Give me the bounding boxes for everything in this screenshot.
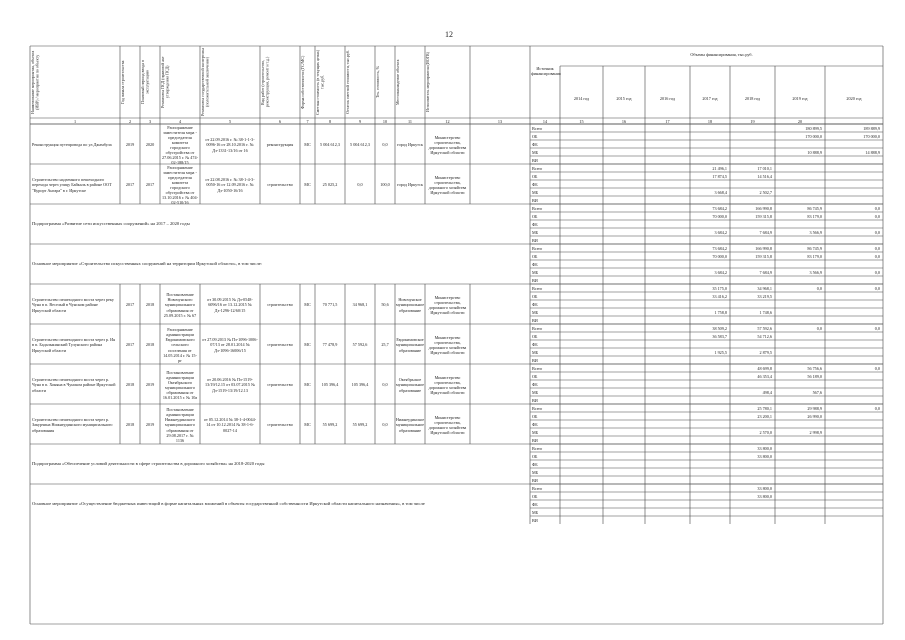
object-row-field: Министерство строительства, дорожного хозяйства Иркутской области [428, 174, 467, 196]
object-row-value: 0,0 [874, 325, 880, 331]
object-row-field: строительство [267, 342, 293, 348]
object-row-field: 77 478,9 [322, 342, 338, 348]
header-col-number: 14 [542, 119, 548, 124]
object-row-field: Министерство строительства, дорожного хозяйства Иркутской области [428, 334, 467, 356]
object-row-field: МС [304, 142, 311, 148]
object-row-field: 2017 [125, 182, 135, 188]
object-row-field: Строительство пешеходного моста через р. Чуна в п. Хоняна в Чунском районе Иркутской области [32, 377, 116, 393]
main-activity-value: 0,0 [874, 253, 880, 259]
object-row-value: 56 189,0 [807, 373, 822, 379]
budget-label: ОБ [532, 373, 538, 379]
main-activity-value: 83 179,0 [807, 253, 822, 259]
header-cell: Год начала строительства [120, 60, 125, 104]
budget-label: ФБ [532, 381, 538, 387]
object-row-value: 23 200,1 [757, 413, 772, 419]
subprogram-value: 73 684,2 [712, 205, 727, 211]
object-row-field: строительство [267, 182, 293, 188]
header-col-number: 11 [407, 119, 413, 124]
budget-label: Всего [532, 445, 543, 451]
object-row-value: 54 712,6 [757, 333, 772, 339]
object-row-field: Министерство строительства, дорожного хозяйства Иркутской области [428, 294, 467, 316]
header-col-number: 8 [328, 119, 332, 124]
object-row-value: 34 968,1 [757, 285, 772, 291]
budget-label: МБ [532, 149, 539, 155]
object-row-value: 3 668,4 [714, 189, 727, 195]
subprogram-value: 33 800,0 [757, 453, 772, 459]
object-row-value: 0,0 [874, 285, 880, 291]
object-row-value: 48 699,8 [757, 365, 772, 371]
object-row-field: 0,0 [382, 382, 388, 388]
object-row-field: Постановление администрации Октябрьского муниципального образования от 16.01.2015 г. № 10а [162, 369, 198, 401]
main-activity-value: 159 315,8 [755, 253, 772, 259]
object-row-value: 498,4 [762, 389, 772, 395]
object-row-value: 14 516,4 [757, 173, 772, 179]
object-row-field: Строительство надземного пешеходного перехода через улицу Байкаль в районе ООТ "Курорт Ангара" в г. Иркутске [32, 177, 112, 193]
budget-label: ФБ [532, 141, 538, 147]
object-row-value: 14 888,9 [865, 149, 880, 155]
budget-label: ФБ [532, 261, 538, 267]
object-row-field: реконструкция [266, 142, 294, 148]
subprogram-value: 0,0 [874, 229, 880, 235]
header-col-number: 13 [497, 119, 503, 124]
header-col-number: 12 [445, 119, 450, 124]
object-row-field: МС [304, 422, 311, 428]
budget-label: ОБ [532, 293, 538, 299]
budget-label: Всего [532, 285, 543, 291]
object-row-field: 34 968,1 [352, 302, 368, 308]
subprogram-value: 70 000,0 [712, 213, 727, 219]
header-year: 2016 год [659, 96, 676, 101]
header-col-number: 20 [797, 119, 803, 124]
budget-label: ОБ [532, 453, 538, 459]
main-activity-value: 73 684,2 [712, 245, 727, 251]
object-row-field: Распоряжение заместителя мэра - председателя комитета городского обустройства от 27.06.2015 г. № 474-02-188/15 [162, 124, 198, 166]
main-activity-value: 70 000,0 [712, 253, 727, 259]
object-row-field: Новочунское муниципальное образование [395, 297, 425, 313]
header-year: 2015 год [616, 96, 632, 101]
budget-label: МБ [532, 469, 539, 475]
object-row-value: 2 879,5 [759, 349, 772, 355]
budget-label: ВИ [532, 237, 538, 243]
object-row-field: 2017 [125, 302, 135, 308]
budget-label: МБ [532, 229, 539, 235]
budget-label: ФБ [532, 501, 538, 507]
header-col-number: 6 [278, 119, 282, 124]
object-row-field: 25,7 [381, 342, 389, 348]
main-activity-title: Основное мероприятие «Строительство искусственных сооружений на территории Иркутской области», в том числе: [32, 261, 263, 266]
budget-label: Всего [532, 245, 543, 251]
subprogram-value: 159 315,8 [755, 213, 772, 219]
object-row-field: город Иркутск [397, 182, 423, 188]
header-cell: Исполнитель мероприятия (ИОГВ) [425, 52, 430, 112]
object-row-value: 0,0 [874, 365, 880, 371]
object-row-value: 35 175,0 [712, 285, 727, 291]
budget-label: МБ [532, 509, 539, 515]
budget-label: Всего [532, 485, 543, 491]
budget-label: Всего [532, 325, 543, 331]
budget-label: ФБ [532, 341, 538, 347]
financing-table [30, 46, 883, 624]
subprogram-value: 3 684,2 [714, 229, 727, 235]
header-col-number: 1 [73, 119, 77, 124]
budget-label: МБ [532, 429, 539, 435]
object-row-field: 2018 [125, 382, 135, 388]
header-col-number: 19 [750, 119, 755, 124]
object-row-field: Распоряжение заместителя мэра - председателя комитета городского обустройства от 13.10.2016 г. № 404-02-510/16 [162, 164, 198, 206]
header-col-number: 10 [382, 119, 388, 124]
object-row-field: 25 025,2 [322, 182, 338, 188]
object-row-value: 57 592,6 [757, 325, 772, 331]
object-row-value: 21 496,1 [712, 165, 727, 171]
object-row-field: 50,6 [381, 302, 389, 308]
object-row-field: Строительство пешеходного моста через р. Ия в п. Бадалыкинский Тулунского района Иркутской области [32, 337, 116, 353]
object-row-field: город Иркутск [397, 142, 423, 148]
object-row-value: 1 758,8 [714, 309, 727, 315]
object-row-field: 2017 [145, 182, 155, 188]
budget-label: Всего [532, 205, 543, 211]
budget-label: ОБ [532, 493, 538, 499]
header-col-number: 2 [128, 119, 132, 124]
header-col-number: 3 [148, 119, 152, 124]
object-row-field: 5 004 612,3 [350, 142, 370, 148]
object-row-field: 2018 [125, 422, 135, 428]
object-row-field: 0,0 [357, 182, 363, 188]
header-source: Источник финансирования [531, 66, 561, 77]
object-row-field: Реконструкция путепровода по ул.Джамбула [32, 142, 112, 148]
object-row-field: от 22.09.2016 г. № 38-1-1-3-0096-16 от 28.10.2016 г. № Дз-1331-13/16 от 16 [205, 137, 255, 153]
budget-label: МБ [532, 389, 539, 395]
header-cell: Реквизиты ПСД (правовой акт утверждения ПСД) [160, 56, 170, 108]
header-col-number: 16 [621, 119, 627, 124]
object-row-value: 0,0 [874, 405, 880, 411]
budget-label: ФБ [532, 461, 538, 467]
object-row-value: 56 756,6 [807, 365, 822, 371]
header-col-number: 18 [707, 119, 713, 124]
page-number: 12 [445, 30, 453, 39]
header-cell: Форма собственности (ГС/МС) [300, 55, 305, 109]
object-row-field: от 22.08.2016 г. № 38-1-4-3-0050-16 от 12.09.2016 г. № Дз-1050-16/16 [205, 177, 255, 193]
budget-label: ОБ [532, 173, 538, 179]
subprogram-title: Подпрограмма «Развитие сети искусственных сооружений» на 2017 – 2020 годы [32, 221, 190, 226]
header-year: 2018 год [744, 96, 761, 101]
object-row-field: 2018 [145, 302, 155, 308]
object-row-value: 33 219,5 [757, 293, 772, 299]
object-row-field: 2020 [145, 142, 155, 148]
object-row-field: Строительство пешеходного моста через реку Чуна в п. Веселый в Чунском районе Иркутской области [32, 297, 114, 313]
object-row-field: от 30.09.2015 № Дз-0548-6096/16 от 13.12.2015 № Дз-1296-12/60/15 [207, 297, 253, 313]
header-year: 2017 год [702, 96, 718, 101]
subprogram-value: 0,0 [874, 205, 880, 211]
subprogram-value: 83 179,0 [807, 213, 822, 219]
subprogram-value: 33 800,0 [757, 445, 772, 451]
header-cell: Сметная стоимость (в текущих ценах) тыс.руб. [315, 49, 325, 115]
object-row-field: 55 699,2 [322, 422, 338, 428]
object-row-field: 2019 [145, 422, 155, 428]
header-cell: Вид работ (строительство, реконструкция, ремонт и т.д.) [260, 56, 270, 108]
header-cell: Реквизиты государственной экспертизы (положительной заключение) [200, 48, 210, 116]
object-row-field: Нижнеудинское муниципальное образование [395, 417, 425, 433]
budget-label: Всего [532, 365, 543, 371]
budget-label: ОБ [532, 333, 538, 339]
object-row-field: МС [304, 342, 311, 348]
main-activity-title: Основное мероприятие «Осуществление бюджетных инвестиций в форме капитальных вложений в объекты государственной собственности Иркутской области капитального назначения», в том числе [32, 501, 425, 506]
object-row-field: строительство [267, 422, 293, 428]
object-row-field: Министерство строительства, дорожного хозяйства Иркутской области [428, 414, 467, 436]
object-row-field: 5 004 612,3 [320, 142, 340, 148]
object-row-field: Евдокимовское муниципальное образование [395, 337, 425, 353]
budget-label: Всего [532, 165, 543, 171]
object-row-value: 1 925,5 [714, 349, 727, 355]
object-row-field: 55 699,2 [352, 422, 368, 428]
object-row-field: от 05.12.2014 № 38-1-4-0044-14 от 10.12.2014 № 38-1-6-0027-14 [203, 417, 257, 433]
budget-label: ВИ [532, 357, 538, 363]
budget-label: МБ [532, 349, 539, 355]
object-row-field: строительство [267, 302, 293, 308]
main-activity-value: 86 745,9 [807, 245, 822, 251]
object-row-value: 33 416,2 [712, 293, 727, 299]
object-row-field: 70 771,5 [322, 302, 338, 308]
object-row-field: от 20.06.2016 № Пз-1519-13/19/12.15 от 03.07.2015 № Дз-1519-13/19/12.13 [205, 377, 255, 393]
object-row-value: 25 780,1 [757, 405, 772, 411]
object-row-value: 38 509,2 [712, 325, 727, 331]
budget-label: ВИ [532, 477, 538, 483]
budget-label: ВИ [532, 157, 538, 163]
object-row-value: 36 583,7 [712, 333, 727, 339]
object-row-field: МС [304, 382, 311, 388]
header-year: 2020 год [846, 96, 862, 101]
object-row-field: от 27.09.2013 № Пз-1096-1006-07/13 от 28.01.2014 № Дз-1096-16006/15 [202, 337, 258, 353]
header-cell: Тех. готовность, % [375, 66, 380, 99]
budget-label: Всего [532, 125, 543, 131]
header-cell: Плановый период ввода в эксплуатацию [140, 60, 150, 104]
object-row-value: 0,0 [816, 285, 822, 291]
main-activity-value: 33 800,0 [757, 493, 772, 499]
header-col-number: 5 [228, 119, 232, 124]
object-row-value: 567,6 [812, 389, 822, 395]
object-row-field: МС [304, 302, 311, 308]
header-col-number: 4 [178, 119, 182, 124]
object-row-field: 2019 [125, 142, 135, 148]
object-row-value: 2 570,0 [759, 429, 772, 435]
header-col-number: 7 [306, 119, 309, 124]
budget-label: ФБ [532, 221, 538, 227]
object-row-field: Октябрьское муниципальное образование [395, 377, 425, 393]
budget-label: МБ [532, 309, 539, 315]
object-row-value: 170 000,0 [863, 133, 880, 139]
budget-label: ВИ [532, 437, 538, 443]
header-year: 2014 год [573, 96, 590, 101]
object-row-value: 29 988,9 [807, 405, 822, 411]
header-cell: Местонахождение объекта [395, 59, 400, 105]
header-funding-title: Объемы финансирования, тыс.руб. [690, 52, 753, 57]
main-activity-value: 7 684,9 [759, 269, 772, 275]
object-row-value: 26 990,0 [807, 413, 822, 419]
subprogram-value: 86 745,9 [807, 205, 822, 211]
budget-label: Всего [532, 405, 543, 411]
object-row-field: Постановление администрации Нижнеудинского муниципального образования от 29.08.2017 г. № 1136 [164, 407, 196, 443]
object-row-field: Министерство строительства, дорожного хозяйства Иркутской области [428, 374, 467, 396]
object-row-field: Распоряжение администрации Евдокимовского сельского поселения от 14.05.2014 г. № 15-рг [163, 327, 197, 363]
object-row-field: 2017 [125, 342, 135, 348]
budget-label: ОБ [532, 253, 538, 259]
main-activity-value: 0,0 [874, 269, 880, 275]
object-row-field: Постановление Новочунского муниципального образования от 25.09.2015 г. № 67 [163, 292, 197, 318]
header-year: 2019 год [792, 96, 808, 101]
object-row-value: 170 000,0 [805, 133, 822, 139]
header-col-number: 9 [358, 119, 362, 124]
object-row-value: 46 353,4 [757, 373, 772, 379]
budget-label: ВИ [532, 277, 538, 283]
main-activity-value: 3 566,9 [809, 269, 822, 275]
object-row-value: 17 874,5 [712, 173, 727, 179]
subprogram-value: 0,0 [874, 213, 880, 219]
header-col-number: 17 [665, 119, 670, 124]
object-row-field: 105 396,4 [351, 382, 369, 388]
object-row-field: МС [304, 182, 311, 188]
main-activity-value: 0,0 [874, 245, 880, 251]
main-activity-value: 33 800,0 [757, 485, 772, 491]
object-row-value: 17 010,1 [757, 165, 772, 171]
budget-label: ВИ [532, 517, 538, 523]
subprogram-value: 166 990,8 [755, 205, 772, 211]
main-activity-value: 3 684,2 [714, 269, 727, 275]
object-row-field: 2018 [145, 342, 155, 348]
object-row-field: Строительство пешеходного моста через р. Закурчина Нижнеудинского муниципального образования [32, 417, 113, 433]
main-activity-value: 166 990,8 [755, 245, 772, 251]
budget-label: ФБ [532, 301, 538, 307]
budget-label: ВИ [532, 397, 538, 403]
budget-label: ОБ [532, 133, 538, 139]
subprogram-title: Подпрограмма «Обеспечение условий деятельности в сфере строительства в дорожного хозяйства» на 2018-2020 годы [32, 461, 265, 466]
budget-label: МБ [532, 189, 539, 195]
subprogram-value: 7 684,9 [759, 229, 772, 235]
header-cell: Остаток сметной стоимости, тыс.руб. [345, 50, 350, 114]
object-row-field: 0,0 [382, 422, 388, 428]
object-row-value: 10 888,9 [807, 149, 822, 155]
object-row-value: 180 899,5 [805, 125, 822, 131]
object-row-value: 2 998,9 [809, 429, 822, 435]
budget-label: ОБ [532, 413, 538, 419]
budget-label: ОБ [532, 213, 538, 219]
object-row-field: строительство [267, 382, 293, 388]
object-row-value: 189 889,9 [863, 125, 880, 131]
budget-label: ВИ [532, 317, 538, 323]
subprogram-value: 3 566,9 [809, 229, 822, 235]
object-row-field: 105 396,4 [321, 382, 339, 388]
header-col-number: 15 [579, 119, 584, 124]
budget-label: МБ [532, 269, 539, 275]
object-row-field: 100,0 [380, 182, 390, 188]
object-row-value: 1 748,6 [759, 309, 772, 315]
object-row-field: 2019 [145, 382, 155, 388]
header-cell: Наименование мероприятия, объекта (ИВР) / мероприятия по объекту [30, 50, 40, 114]
budget-label: ФБ [532, 421, 538, 427]
object-row-field: Министерство строительства, дорожного хозяйства Иркутской области [428, 134, 467, 156]
budget-label: ФБ [532, 181, 538, 187]
object-row-field: 57 592,6 [352, 342, 368, 348]
object-row-field: 0,0 [382, 142, 388, 148]
budget-label: ВИ [532, 197, 538, 203]
object-row-value: 2 502,7 [759, 189, 772, 195]
object-row-value: 0,0 [816, 325, 822, 331]
